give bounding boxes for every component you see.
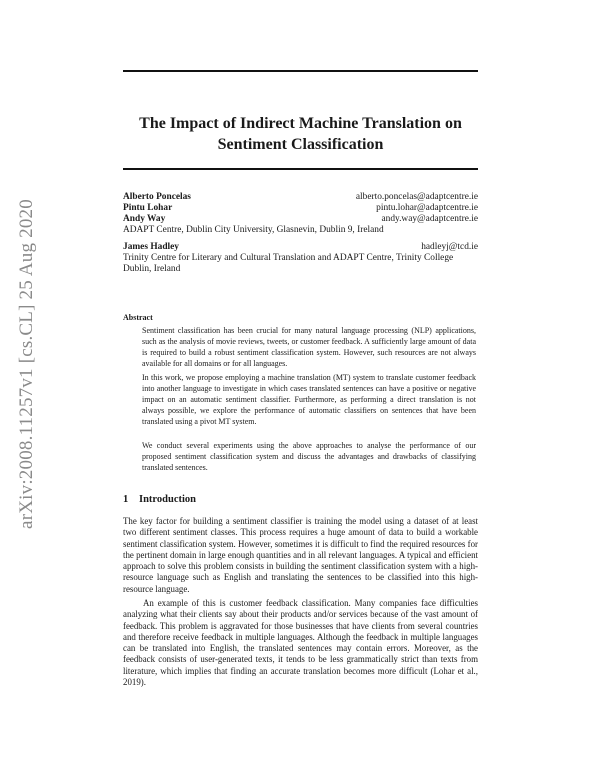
abstract-heading: Abstract <box>123 313 153 322</box>
abstract-paragraph: In this work, we propose employing a machine translation (MT) system to translate customer feedback into another language to investigate in which cases translated sentences can have a positive or negative impact on an automatic sentiment classifier. Furthermore, as performing a direct translation is not always possible, we explore the performance of automatic classifiers on sentences that have been translated using a pivot MT system. <box>142 373 476 426</box>
paper-title: The Impact of Indirect Machine Translation on Sentiment Classification <box>139 115 462 153</box>
section-title: Introduction <box>139 494 196 505</box>
abstract-paragraph: Sentiment classification has been crucial for many natural language processing (NLP) applications, such as the analysis of movie reviews, tweets, or customer feedback. A sufficiently large amount of data is required to build a robust sentiment classification system. However, such resources are not always available for all domains or for all languages. <box>142 326 476 368</box>
author-row <box>123 242 478 253</box>
author-email[interactable]: andy.way@adaptcentre.ie <box>381 214 478 224</box>
affiliation-adapt: ADAPT Centre, Dublin City University, Glasnevin, Dublin 9, Ireland <box>123 225 384 235</box>
author-row <box>123 192 478 203</box>
author-name: Andy Way <box>123 214 166 224</box>
author-email[interactable]: alberto.poncelas@adaptcentre.ie <box>355 192 478 202</box>
abstract-paragraph: We conduct several experiments using the above approaches to analyse the performance of our proposed sentiment classification system and discuss the advantages and drawbacks of classifying translated sentences. <box>142 441 476 472</box>
arxiv-stamp[interactable]: arXiv:2008.11257v1 [cs.CL] 25 Aug 2020 <box>16 198 37 529</box>
author-name: Alberto Poncelas <box>123 192 191 202</box>
section-heading <box>123 494 196 505</box>
author-name: James Hadley <box>123 242 179 252</box>
section-number: 1 <box>123 494 129 505</box>
author-email[interactable]: pintu.lohar@adaptcentre.ie <box>376 203 478 213</box>
title-rule-bottom <box>123 168 478 170</box>
author-row <box>123 203 478 214</box>
title-rule-top <box>123 70 478 72</box>
body-paragraph: An example of this is customer feedback classification. Many companies face difficulties analyzing what their clients say about their products and/or services because of the vast amount of feedback. This problem is aggravated for those businesses that have clients from several countries and therefore receive feedback in multiple languages. Although the feedback in multiple languages can be translated into English, the translated sentences may contain errors. Moreover, as the feedback consists of user-generated texts, it tends to be less grammatically strict than texts from literature, which implies that finding an accurate translation becomes more difficult (Lohar et al., 2019). <box>123 598 478 688</box>
body-paragraph: The key factor for building a sentiment classifier is training the model using a dataset of at least two different sentiment classes. This process requires a huge amount of data to build a workable sentiment classification system. However, sometimes it is difficult to find the required resources for the pertinent domain in large enough quantities and in all relevant languages. A typical and efficient approach to solve this problem consists in building the sentiment classification system with a high-resource language such as English and translating the sentences to be classified into this high-resource language. <box>123 516 478 594</box>
author-row <box>123 214 478 225</box>
author-email[interactable]: hadleyj@tcd.ie <box>421 242 478 252</box>
author-name: Pintu Lohar <box>123 203 173 213</box>
affiliation-trinity: Trinity Centre for Literary and Cultural Translation and ADAPT Centre, Trinity College Dublin, Ireland <box>123 253 454 274</box>
arxiv-sidebar <box>16 187 38 540</box>
